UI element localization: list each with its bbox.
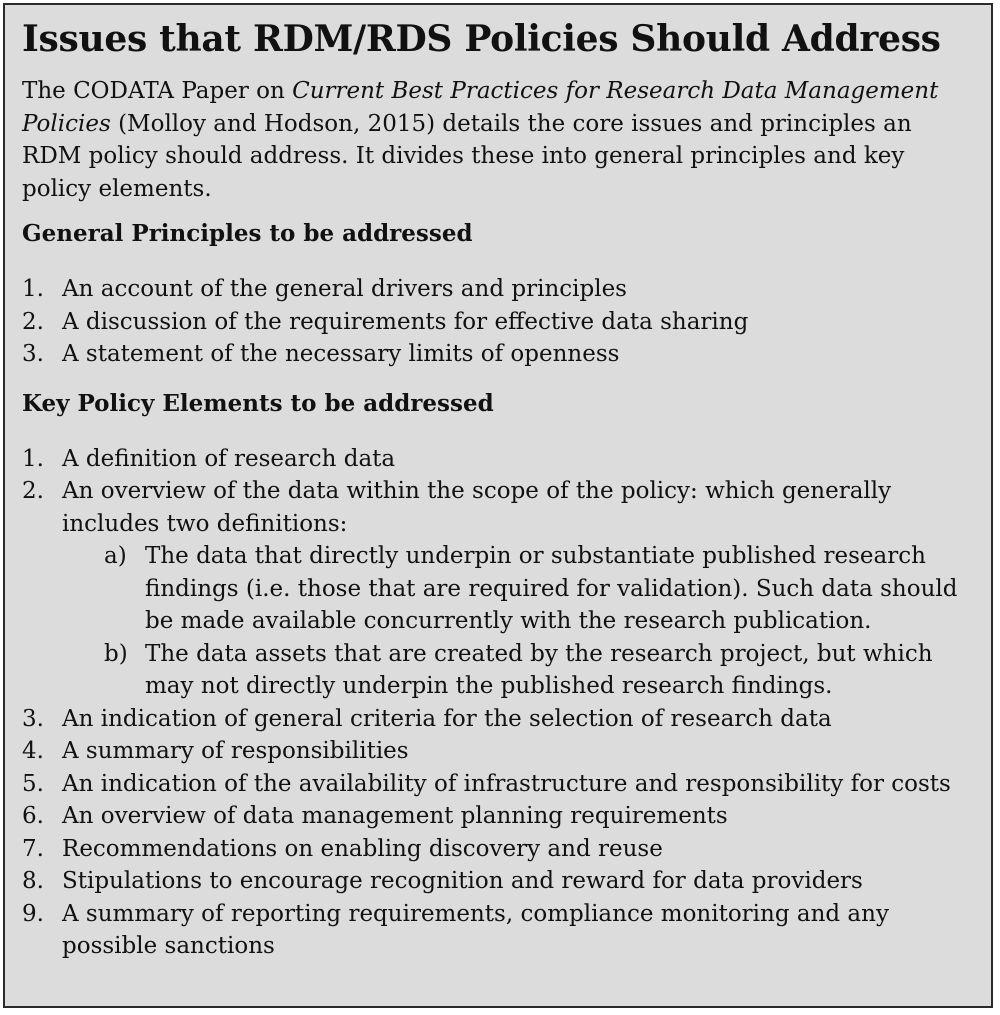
sub-item-text: The data assets that are created by the research project, but which may not directly underpin the published research findings.: [145, 640, 933, 699]
item-text: Recommendations on enabling discovery and reuse: [62, 835, 663, 862]
item-text: An overview of the data within the scope of the policy: which generally includes two definitions:: [62, 478, 892, 537]
item-text: A summary of responsibilities: [62, 738, 409, 764]
general-principles-list: [22, 273, 975, 371]
list-item: [22, 800, 975, 833]
item-number: 1.: [22, 445, 44, 472]
item-text: A statement of the necessary limits of openness: [62, 341, 620, 367]
key-policy-elements-heading: Key Policy Elements to be addressed: [22, 389, 494, 417]
page-title: Issues that RDM/RDS Policies Should Address: [22, 18, 941, 60]
item-number: 2.: [22, 478, 44, 504]
item-number: 7.: [22, 835, 44, 862]
intro-text-end: (Molloy and Hodson, 2015) details the core issues and principles an RDM policy should address. It divides these into general principles and key policy elements.: [22, 110, 912, 202]
item-number: 4.: [22, 738, 44, 764]
item-text: A discussion of the requirements for effective data sharing: [62, 308, 749, 335]
item-number: 2.: [22, 308, 44, 335]
general-principles-heading: General Principles to be addressed: [22, 220, 473, 247]
item-number: 9.: [22, 900, 44, 927]
list-item: [22, 735, 975, 768]
list-item: [22, 768, 975, 801]
intro-text-start: The CODATA Paper on: [22, 78, 293, 104]
item-text: A definition of research data: [62, 445, 396, 472]
policy-box: [3, 3, 993, 1008]
sub-list-item: [22, 540, 975, 638]
list-item: [22, 833, 975, 866]
item-text: A summary of reporting requirements, compliance monitoring and any possible sanctions: [62, 900, 889, 959]
list-item: [22, 443, 975, 476]
list-item: [22, 865, 975, 898]
item-number: 3.: [22, 705, 44, 732]
item-text: An account of the general drivers and principles: [62, 276, 627, 302]
item-text: An indication of general criteria for the selection of research data: [62, 705, 832, 732]
item-number: 1.: [22, 276, 44, 302]
list-item: [22, 475, 975, 703]
sub-item-letter: a): [104, 543, 127, 569]
sub-item-text: The data that directly underpin or substantiate published research findings (i.e. those that are required for validation). Such data should be made available concurrently with the research publication.: [145, 543, 958, 634]
list-item: [22, 273, 975, 306]
list-item: [22, 703, 975, 736]
item-number: 6.: [22, 803, 44, 829]
list-item: [22, 898, 975, 963]
item-number: 3.: [22, 341, 44, 367]
sub-item-letter: b): [104, 640, 128, 667]
intro-paragraph: [22, 75, 975, 205]
key-policy-elements-list: [22, 443, 975, 963]
sub-list: [62, 540, 975, 703]
item-text: Stipulations to encourage recognition and reward for data providers: [62, 868, 863, 894]
item-number: 8.: [22, 868, 44, 894]
list-item: [22, 306, 975, 339]
paper-title: Current Best Practices for Research Data Management Policies: [22, 78, 939, 137]
list-item: [22, 338, 975, 371]
sub-list-item: [22, 638, 975, 703]
item-text: An indication of the availability of infrastructure and responsibility for costs: [62, 770, 951, 797]
item-text: An overview of data management planning requirements: [62, 803, 728, 829]
item-number: 5.: [22, 770, 44, 797]
